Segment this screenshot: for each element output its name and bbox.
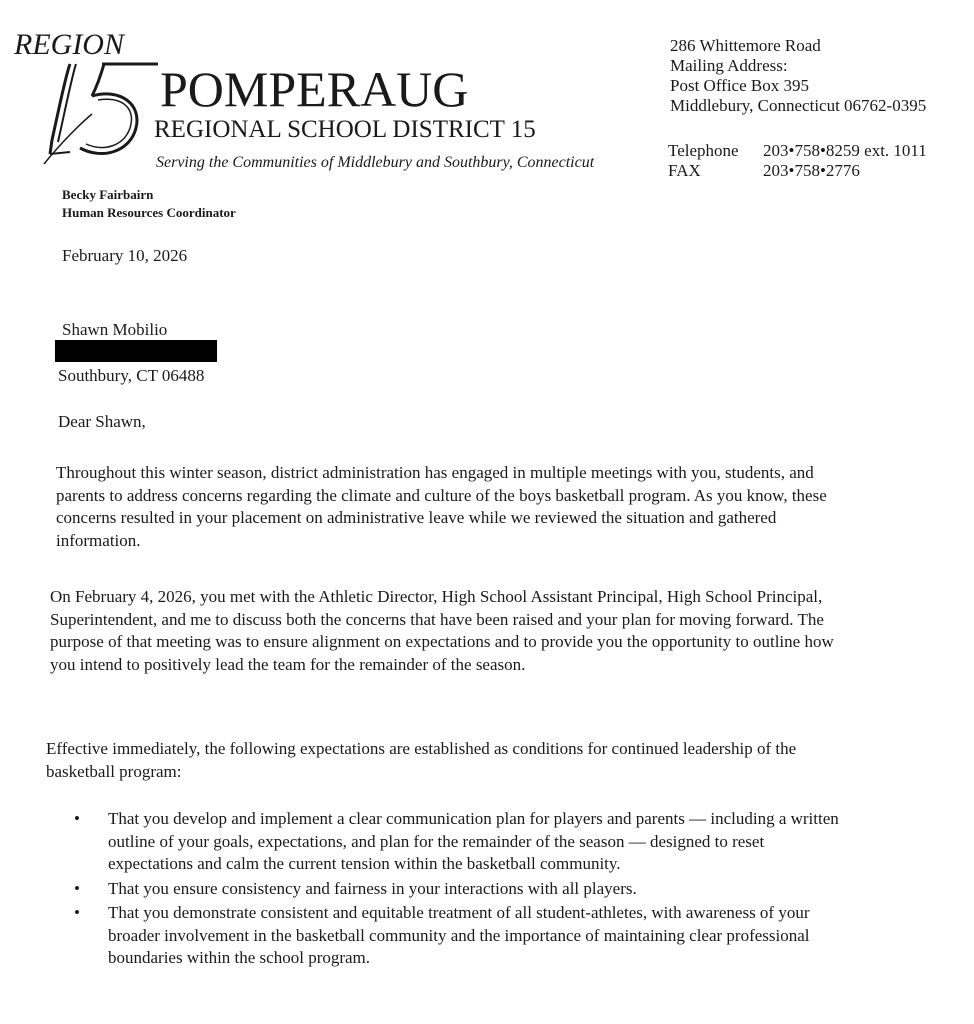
phone-block xyxy=(668,141,927,181)
address-po-box: Post Office Box 395 xyxy=(670,76,809,95)
fax-value: 203•758•2776 xyxy=(763,161,860,180)
list-item xyxy=(68,878,848,901)
district-name: POMPERAUG xyxy=(160,61,469,117)
sender-block xyxy=(62,186,236,222)
fax-row xyxy=(668,161,927,181)
list-item xyxy=(68,808,848,876)
paragraph-2: On February 4, 2026, you met with the Athletic Director, High School Assistant Principal, High School Principal, Superintendent, and me to discuss both the concerns that have been raised and your plan for moving forward. The purpose of that meeting was to ensure alignment on expectations and to provide you the opportunity to outline how you intend to positively lead the team for the remainder of the season. xyxy=(50,587,834,674)
address-block xyxy=(670,36,926,116)
list-item-text: That you demonstrate consistent and equitable treatment of all student-athletes, with awareness of your broader involvement in the basketball community and the importance of maintaining clear professional boundaries within the school program. xyxy=(108,903,810,967)
list-item xyxy=(68,902,848,970)
logo-region-text: REGION xyxy=(14,28,124,61)
telephone-row xyxy=(668,141,927,161)
sender-title: Human Resources Coordinator xyxy=(62,205,236,220)
paragraph-1: Throughout this winter season, district administration has engaged in multiple meetings with you, students, and parents to address concerns regarding the climate and culture of the boys basketball program. As you know, these concerns resulted in your placement on administrative leave while we reviewed the situation and gathered information. xyxy=(56,463,827,550)
expectations-list xyxy=(68,808,848,972)
fax-label: FAX xyxy=(668,161,701,180)
bullet-icon: • xyxy=(74,809,80,828)
letter-date: February 10, 2026 xyxy=(62,246,188,265)
sender-name: Becky Fairbairn xyxy=(62,187,154,202)
district-tagline: Serving the Communities of Middlebury and Southbury, Connecticut xyxy=(156,154,595,171)
telephone-value: 203•758•8259 ext. 1011 xyxy=(763,141,927,160)
address-mailing-label: Mailing Address: xyxy=(670,56,788,75)
list-item-text: That you ensure consistency and fairness in your interactions with all players. xyxy=(108,878,637,898)
address-street: 286 Whittemore Road xyxy=(670,36,821,55)
district-15-logo-icon xyxy=(40,44,160,172)
address-city: Middlebury, Connecticut 06762-0395 xyxy=(670,96,927,115)
paragraph-3: Effective immediately, the following expectations are established as conditions for continued leadership of the basketball program: xyxy=(46,739,797,781)
district-subtitle: REGIONAL SCHOOL DISTRICT 15 xyxy=(154,116,536,143)
bullet-icon: • xyxy=(74,903,80,922)
list-item-text: That you develop and implement a clear communication plan for players and parents — including a written outline of your goals, expectations, and plan for the remainder of the season — designed to reset expectations and calm the current tension within the basketball community. xyxy=(108,809,839,873)
recipient-city: Southbury, CT 06488 xyxy=(58,366,205,385)
redaction-bar xyxy=(55,340,217,362)
salutation: Dear Shawn, xyxy=(58,412,146,431)
telephone-label: Telephone xyxy=(668,141,739,160)
recipient-name: Shawn Mobilio xyxy=(62,320,168,339)
bullet-icon: • xyxy=(74,878,80,898)
